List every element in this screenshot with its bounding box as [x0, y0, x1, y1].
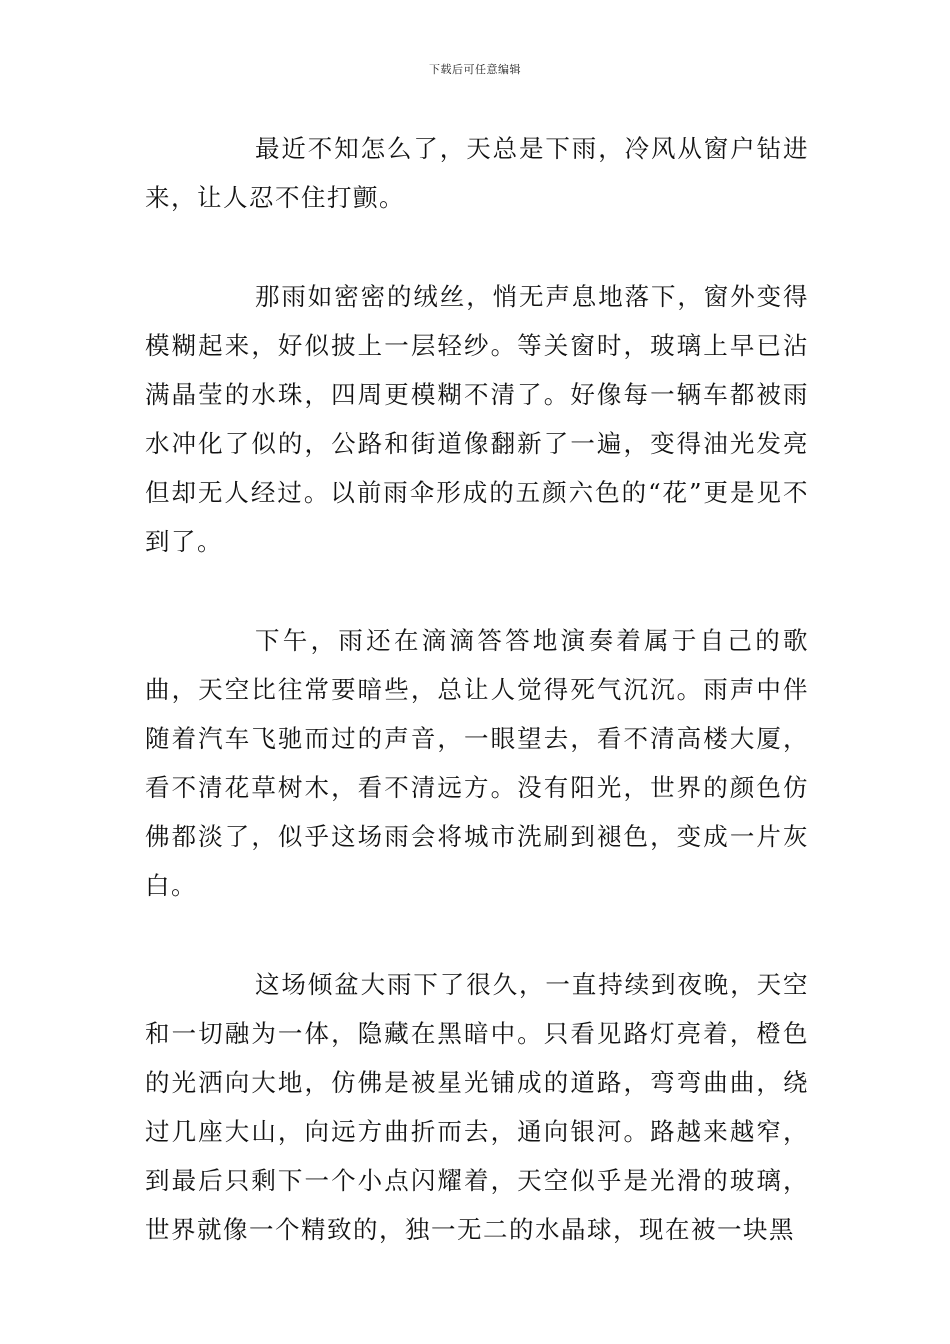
- document-body: [145, 124, 809, 1254]
- paragraph-3: 下午，雨还在滴滴答答地演奏着属于自己的歌曲，天空比往常要暗些，总让人觉得死气沉沉。雨声中伴随着汽车飞驰而过的声音，一眼望去，看不清高楼大厦，看不清花草树木，看不清远方。没有阳光，世界的颜色仿佛都淡了，似乎这场雨会将城市洗刷到褪色，变成一片灰白。: [145, 626, 809, 900]
- paragraph-2: 那雨如密密的绒丝，悄无声息地落下，窗外变得模糊起来，好似披上一层轻纱。等关窗时，玻璃上早已沾满晶莹的水珠，四周更模糊不清了。好像每一辆车都被雨水冲化了似的，公路和街道像翻新了一遍，变得油光发亮但却无人经过。以前雨伞形成的五颜六色的“花”更是见不到了。: [145, 282, 809, 556]
- page-header-note: 下载后可任意编辑: [429, 63, 521, 76]
- paragraph-1: 最近不知怎么了，天总是下雨，冷风从窗户钻进来，让人忍不住打颤。: [145, 134, 809, 212]
- paragraph-4: 这场倾盆大雨下了很久，一直持续到夜晚，天空和一切融为一体，隐藏在黑暗中。只看见路灯亮着，橙色的光洒向大地，仿佛是被星光铺成的道路，弯弯曲曲，绕过几座大山，向远方曲折而去，通向银河。路越来越窄，到最后只剩下一个小点闪耀着，天空似乎是光滑的玻璃，世界就像一个精致的，独一无二的水晶球，现在被一块黑: [145, 970, 809, 1244]
